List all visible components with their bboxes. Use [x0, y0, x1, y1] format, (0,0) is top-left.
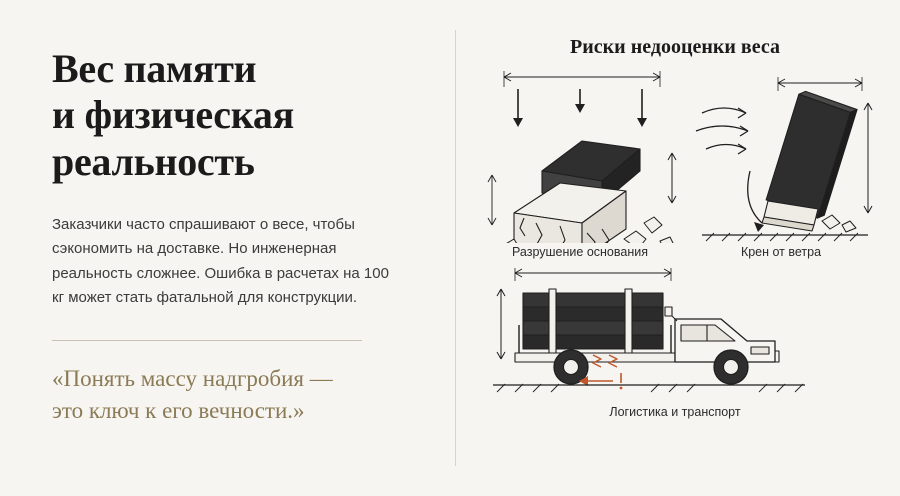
- body-paragraph: Заказчики часто спрашивают о весе, чтобы сэкономить на доставке. Но инженерная реальность сложнее. Ошибка в расчетах на 100 кг может стать фатальной для конструкции.: [52, 216, 389, 307]
- figure-caption-wind: Крен от ветра: [740, 245, 822, 259]
- pull-quote: [52, 363, 382, 426]
- figure-row-top: [474, 63, 876, 259]
- tilting-monument-wind-icon: [686, 63, 876, 243]
- figure-caption-logistics: Логистика и транспорт: [609, 405, 741, 419]
- figure-foundation-failure: [474, 63, 686, 259]
- title-line-1: Вес памяти: [52, 46, 257, 91]
- quote-line-2: это ключ к его вечности.»: [52, 398, 305, 424]
- divider: [52, 340, 362, 341]
- stone-slab-cracked-base-icon: [474, 63, 686, 243]
- right-panel-title: Риски недооценки веса: [570, 36, 780, 58]
- figure-caption-foundation: Разрушение основания: [512, 245, 648, 259]
- left-panel: [0, 0, 440, 496]
- page-title: [52, 46, 400, 185]
- title-line-3: реальность: [52, 138, 255, 184]
- figure-wind-tilt: [686, 63, 876, 259]
- flatbed-truck-with-slabs-icon: [474, 263, 876, 403]
- title-line-2: и физическая: [52, 92, 294, 138]
- figure-logistics: [474, 263, 876, 419]
- right-panel: [440, 0, 900, 496]
- quote-line-1: «Понять массу надгробия —: [52, 366, 333, 392]
